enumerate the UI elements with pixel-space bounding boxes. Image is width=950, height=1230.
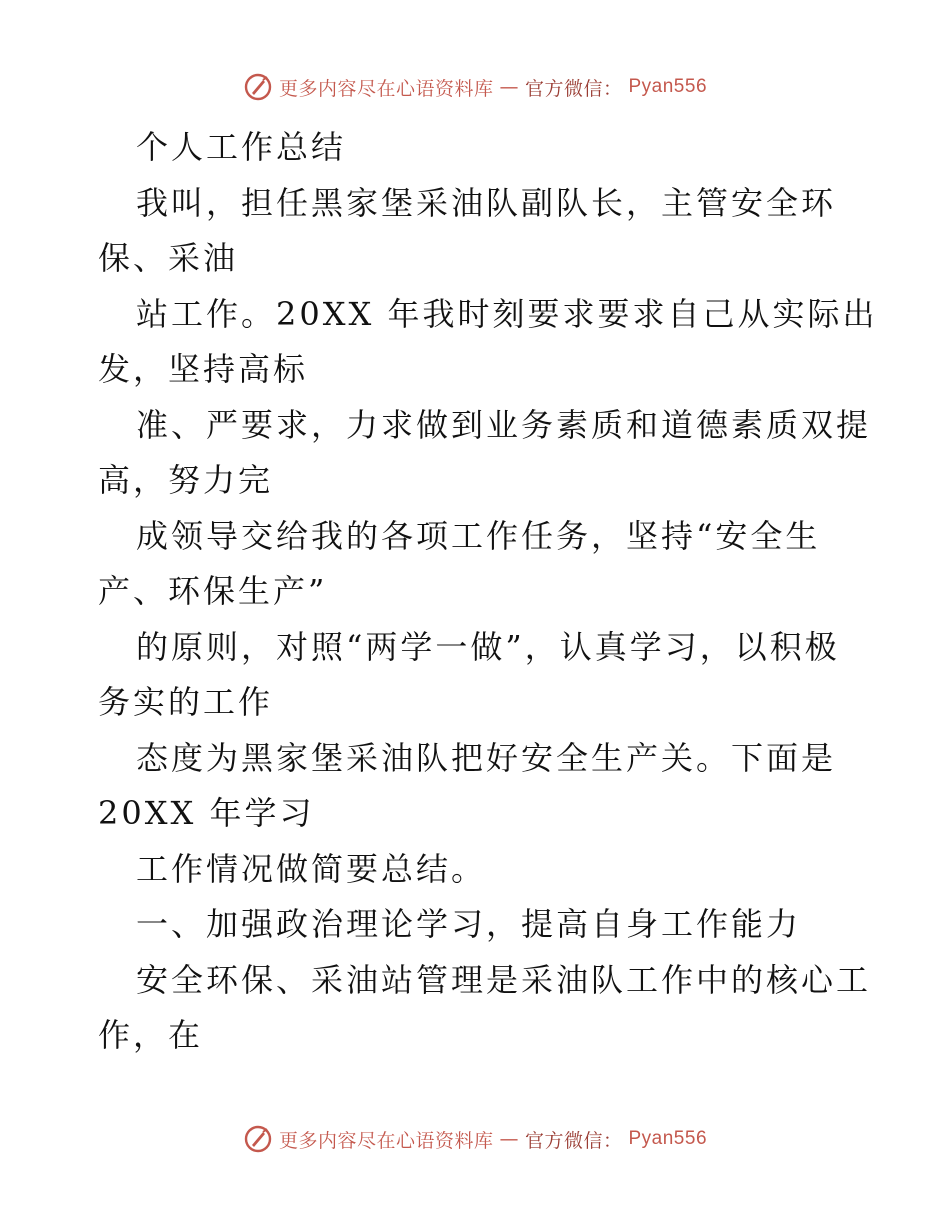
- quill-logo-icon: [243, 1124, 273, 1154]
- text-line: 工作情况做简要总结。: [136, 849, 487, 888]
- quill-logo-icon: [243, 72, 273, 102]
- text-line: 个人工作总结: [136, 128, 347, 166]
- watermark-wechat-id: Pyan556: [628, 1128, 708, 1149]
- text-line: 准、严要求，力求做到业务素质和道德素质双提: [136, 405, 872, 444]
- text-line: 成领导交给我的各项工作任务，坚持“安全生: [136, 516, 821, 555]
- watermark-separator: —: [499, 76, 519, 98]
- header-watermark: [0, 72, 950, 102]
- text-line: 作，在: [98, 1016, 204, 1054]
- text-line: 发，坚持高标: [98, 350, 309, 388]
- text-line: 高，努力完: [98, 461, 274, 499]
- watermark-text: 更多内容尽在心语资料库: [278, 77, 494, 100]
- text-line: 我叫，担任黑家堡采油队副队长，主管安全环: [136, 183, 837, 222]
- footer-watermark: [0, 1124, 950, 1154]
- watermark-wechat-label: 官方微信：: [524, 77, 623, 100]
- document-body: [98, 120, 878, 1064]
- text-line: 站工作。20XX 年我时刻要求要求自己从实际出: [136, 294, 878, 333]
- text-line: 20XX 年学习: [98, 794, 315, 832]
- watermark-wechat-id: Pyan556: [628, 76, 708, 97]
- text-line: 产、环保生产”: [98, 572, 328, 610]
- text-line: 安全环保、采油站管理是采油队工作中的核心工: [136, 960, 872, 999]
- text-line: 一、加强政治理论学习，提高自身工作能力: [136, 905, 802, 943]
- watermark-wechat-label: 官方微信：: [524, 1129, 623, 1152]
- text-line: 的原则，对照“两学一做”，认真学习，以积极: [136, 627, 840, 666]
- watermark-separator: —: [499, 1128, 519, 1150]
- text-line: 保、采油: [98, 239, 239, 277]
- watermark-text: 更多内容尽在心语资料库: [278, 1129, 494, 1152]
- text-line: 态度为黑家堡采油队把好安全生产关。下面是: [136, 738, 837, 777]
- text-line: 务实的工作: [98, 683, 274, 721]
